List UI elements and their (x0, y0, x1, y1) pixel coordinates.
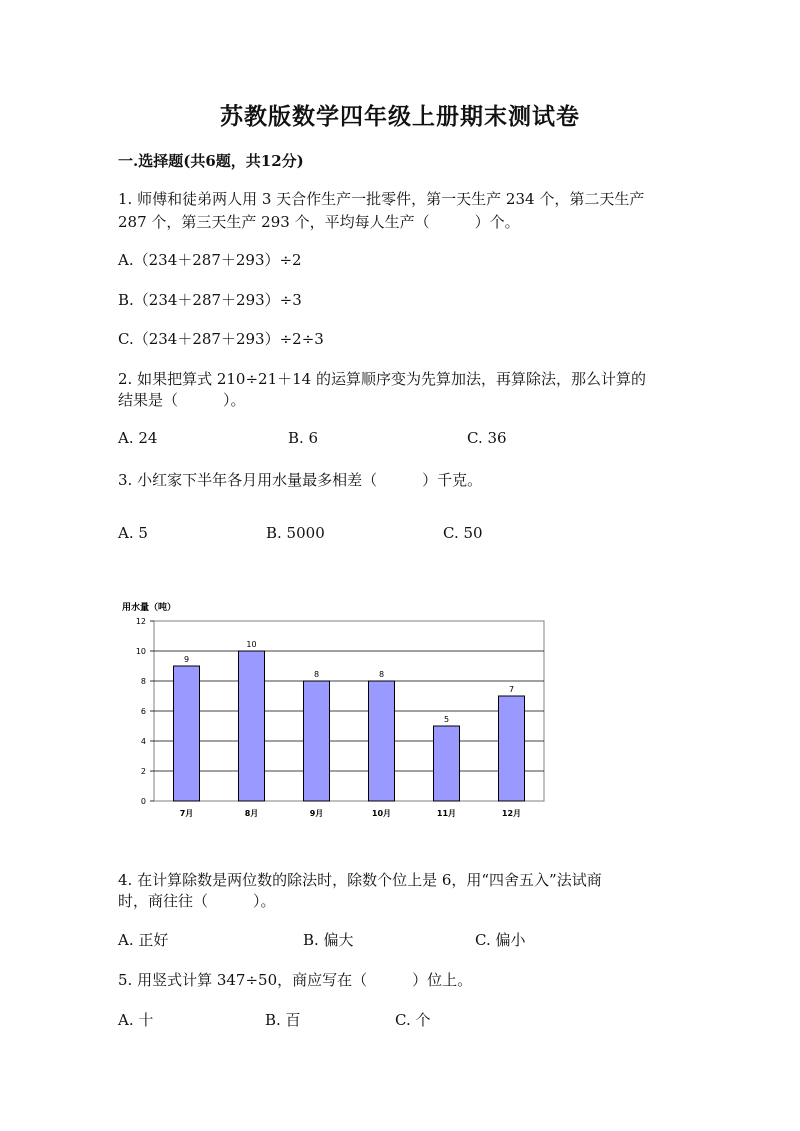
question-4-option-c[interactable]: C. 偏小 (475, 931, 526, 949)
chart-bar (499, 696, 525, 801)
page-title: 苏教版数学四年级上册期末测试卷 (220, 103, 580, 130)
question-1-line-1: 1. 师傅和徒弟两人用 3 天合作生产一批零件，第一天生产 234 个，第二天生产 (118, 190, 645, 208)
question-3-line-1: 3. 小红家下半年各月用水量最多相差（ ）千克。 (118, 471, 483, 489)
chart-ylabel: 用水量（吨） (122, 603, 177, 613)
water-usage-bar-chart (118, 598, 558, 828)
chart-ytick-label: 8 (140, 677, 146, 686)
question-4-option-b[interactable]: B. 偏大 (303, 931, 354, 949)
question-1-line-2: 287 个，第三天生产 293 个，平均每人生产（ ）个。 (118, 213, 520, 231)
question-4-line-2: 时，商往往（ ）。 (118, 892, 276, 910)
chart-bar (304, 681, 330, 801)
chart-bar (369, 681, 395, 801)
chart-data-label: 7 (508, 685, 515, 694)
chart-xtick-label: 8月 (244, 809, 259, 818)
question-2-line-1: 2. 如果把算式 210÷21＋14 的运算顺序变为先算加法，再算除法，那么计算的 (118, 370, 646, 388)
chart-ytick-label: 6 (140, 707, 146, 716)
question-5-option-c[interactable]: C. 个 (395, 1011, 431, 1029)
chart-ytick-label: 4 (140, 737, 146, 746)
chart-data-label: 5 (443, 715, 450, 724)
question-1-option-b[interactable]: B.（234＋287＋293）÷3 (118, 291, 302, 309)
chart-xtick-label: 9月 (309, 809, 324, 818)
chart-xtick-label: 12月 (501, 809, 522, 818)
question-2-line-2: 结果是（ ）。 (118, 391, 246, 409)
chart-data-label: 8 (313, 670, 320, 679)
chart-data-label: 9 (183, 655, 190, 664)
chart-data-label: 8 (378, 670, 385, 679)
chart-ytick-label: 10 (135, 647, 146, 656)
question-5-line-1: 5. 用竖式计算 347÷50，商应写在（ ）位上。 (118, 971, 473, 989)
chart-xtick-label: 11月 (436, 809, 457, 818)
question-3-option-a[interactable]: A. 5 (118, 524, 148, 542)
chart-bar (434, 726, 460, 801)
question-5-option-b[interactable]: B. 百 (265, 1011, 301, 1029)
question-2-option-b[interactable]: B. 6 (288, 429, 319, 447)
question-4-line-1: 4. 在计算除数是两位数的除法时，除数个位上是 6，用“四舍五入”法试商 (118, 871, 602, 889)
chart-data-label: 10 (246, 640, 257, 649)
chart-bar (174, 666, 200, 801)
chart-ytick-label: 2 (140, 767, 146, 776)
question-2-option-a[interactable]: A. 24 (118, 429, 158, 447)
chart-ytick-label: 0 (140, 797, 146, 806)
chart-xtick-label: 10月 (371, 809, 392, 818)
chart-bar (239, 651, 265, 801)
question-1-option-a[interactable]: A.（234＋287＋293）÷2 (118, 251, 302, 269)
question-1-option-c[interactable]: C.（234＋287＋293）÷2÷3 (118, 330, 324, 348)
chart-ytick-label: 12 (135, 617, 146, 626)
chart-xtick-label: 7月 (179, 809, 194, 818)
section-heading: 一.选择题(共6题，共12分) (118, 152, 304, 170)
question-3-option-c[interactable]: C. 50 (443, 524, 483, 542)
question-4-option-a[interactable]: A. 正好 (118, 931, 169, 949)
question-5-option-a[interactable]: A. 十 (118, 1011, 154, 1029)
question-2-option-c[interactable]: C. 36 (467, 429, 507, 447)
question-3-option-b[interactable]: B. 5000 (266, 524, 325, 542)
